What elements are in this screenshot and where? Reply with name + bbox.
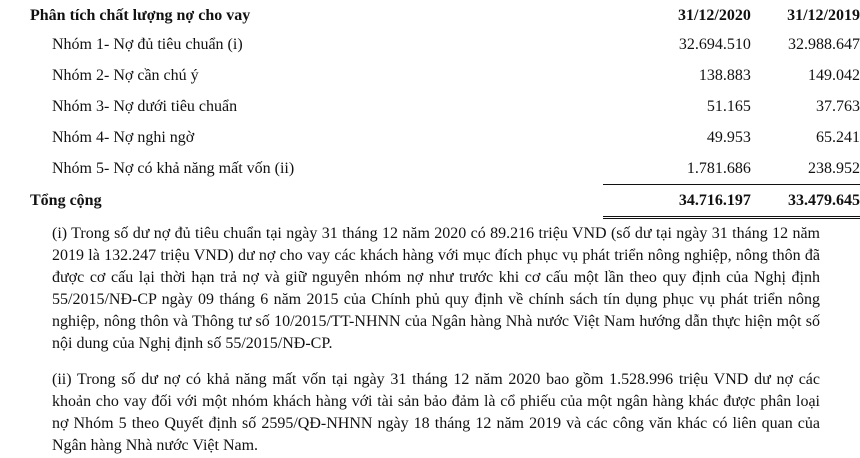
footnote-i: (i) Trong số dư nợ đủ tiêu chuẩn tại ngày 31 tháng 12 năm 2020 có 89.216 triệu VND (số dư tại ngày 31 tháng 12 năm 2019 là 132.247 triệu VND) dư nợ cho vay các khách hàng với mục đích phục vụ phát triển nông nghiệp, nông thôn đã được cơ cấu lại thời hạn trả nợ và giữ nguyên nhóm nợ như trước khi cơ cấu một lần theo quy định của Nghị định 55/2015/NĐ-CP ngày 09 tháng 6 năm 2015 của Chính phủ quy định về chính sách tín dụng phục vụ phát triển nông nghiệp, nông thôn và Thông tư số 10/2015/TT-NHNN của Ngân hàng Nhà nước Việt Nam hướng dẫn thực hiện một số nội dung của Nghị định số 55/2015/NĐ-CP. bbox=[52, 225, 820, 352]
total-2019: 33.479.645 bbox=[751, 185, 860, 218]
total-2020: 34.716.197 bbox=[603, 185, 751, 218]
row-label: Nhóm 3- Nợ dưới tiêu chuẩn bbox=[52, 97, 238, 115]
value-2019: 149.042 bbox=[808, 66, 860, 84]
value-2019: 65.241 bbox=[816, 128, 860, 146]
column-header-2019: 31/12/2019 bbox=[787, 7, 860, 24]
table-row bbox=[30, 60, 860, 91]
footnotes bbox=[30, 223, 830, 458]
value-2020: 49.953 bbox=[706, 128, 751, 146]
table-title: Phân tích chất lượng nợ cho vay bbox=[30, 7, 251, 24]
loan-quality-table bbox=[30, 3, 860, 219]
row-label: Nhóm 5- Nợ có khả năng mất vốn (ii) bbox=[52, 159, 295, 177]
table-header-row bbox=[30, 3, 860, 29]
footnote-ii: (ii) Trong số dư nợ có khả năng mất vốn tại ngày 31 tháng 12 năm 2020 bao gồm 1.528.996 triệu VND dư nợ các khoản cho vay đối với một nhóm khách hàng với tài sản bảo đảm là cổ phiếu của một ngân hàng khác được phân loại nợ Nhóm 5 theo Quyết định số 2595/QĐ-NHNN ngày 18 tháng 12 năm 2019 và các công văn khác có liên quan của Ngân hàng Nhà nước Việt Nam. bbox=[52, 371, 820, 454]
table-row bbox=[30, 29, 860, 60]
total-row bbox=[30, 185, 860, 218]
row-label: Nhóm 1- Nợ đủ tiêu chuẩn (i) bbox=[52, 35, 243, 53]
value-2019: 238.952 bbox=[751, 153, 860, 185]
value-2020: 1.781.686 bbox=[603, 153, 751, 185]
table-row bbox=[30, 91, 860, 122]
column-header-2020: 31/12/2020 bbox=[677, 7, 751, 24]
table-row bbox=[30, 153, 860, 185]
row-label: Nhóm 4- Nợ nghi ngờ bbox=[52, 128, 195, 146]
value-2019: 37.763 bbox=[816, 97, 860, 115]
row-label: Nhóm 2- Nợ cần chú ý bbox=[52, 66, 199, 84]
value-2020: 32.694.510 bbox=[678, 35, 751, 53]
table-row bbox=[30, 122, 860, 153]
value-2020: 138.883 bbox=[698, 66, 751, 84]
value-2020: 51.165 bbox=[706, 97, 751, 115]
total-label: Tổng cộng bbox=[30, 192, 102, 209]
value-2019: 32.988.647 bbox=[788, 35, 860, 53]
